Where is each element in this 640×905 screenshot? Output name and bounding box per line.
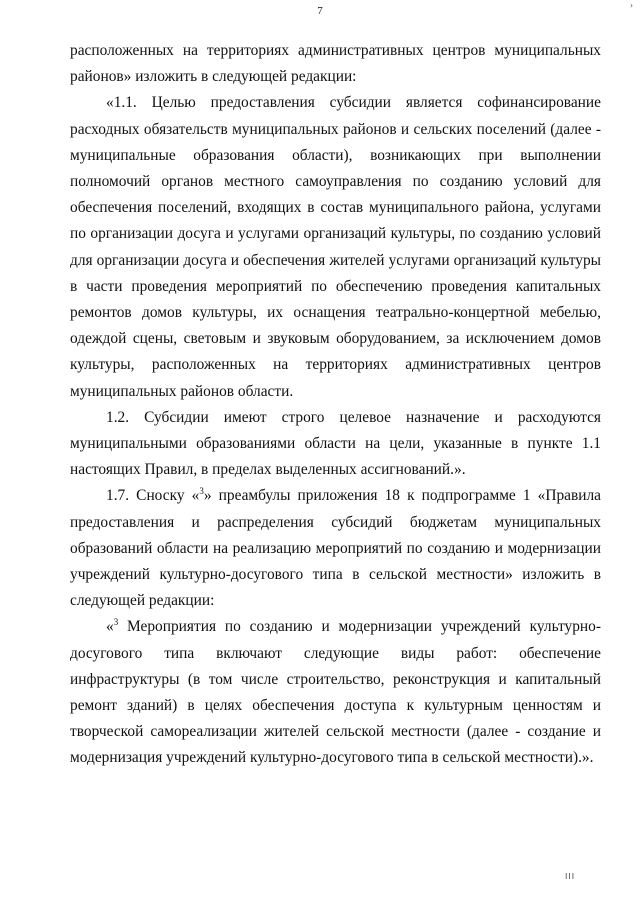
- corner-mark: ›: [630, 0, 634, 10]
- paragraph-clause-1-7: [70, 483, 601, 614]
- paragraph-continuation: расположенных на территориях административных центров муниципальных районов» изложить в следующей редакции:: [70, 42, 601, 86]
- paragraph-clause-1-2: 1.2. Субсидии имеют строго целевое назначение и расходуются муниципальными образованиями области на цели, указанные в пункте 1.1 настоящих Правил, в пределах выделенных ассигнований.».: [70, 408, 601, 479]
- footnote-text-rest: Мероприятия по созданию и модернизации учреждений культурно-досугового типа включают следующие виды работ: обеспечение инфраструктуры (в том числе строительство, реконструкция и капитальный ремонт зданий) в целях обеспечения доступа к культурным ценностям и творческой самореализации жителей сельской местности (далее - создание и модернизация учреждений культурно-досугового типа в сельской местности).».: [70, 618, 601, 767]
- clause-1-7-text-start: 1.7. Сноску «: [106, 487, 200, 505]
- paragraph-footnote-3: [70, 614, 601, 771]
- footnote-mark: 3: [199, 486, 204, 497]
- footnote-text-start: «: [106, 618, 114, 636]
- clause-1-7-text-rest: » преамбулы приложения 18 к подпрограмме 1 «Правила предоставления и распределения субсидий бюджетам муниципальных образований области на реализацию мероприятий по созданию и модернизации учреждений культурно-досугового типа в сельской местности» изложить в следующей редакции:: [70, 487, 601, 610]
- document-body: [70, 38, 601, 772]
- footer-mark: III: [565, 872, 576, 881]
- page-number: 7: [317, 5, 323, 17]
- footnote-mark: 3: [113, 617, 119, 628]
- paragraph-clause-1-1: «1.1. Целью предоставления субсидии является софинансирование расходных обязательств муниципальных районов и сельских поселений (далее - муниципальные образования области), возникающих при выполнении полномочий органов местного самоуправления по созданию условий для обеспечения поселений, входящих в состав муниципального района, услугами по организации досуга и услугами организаций культуры, по созданию условий для организации досуга и обеспечения жителей услугами организаций культуры в части проведения мероприятий по обеспечению проведения капитальных ремонтов домов культуры, их оснащения театрально-концертной мебелью, одеждой сцены, световым и звуковым оборудованием, за исключением домов культуры, расположенных на территориях административных центров муниципальных районов области.: [70, 94, 601, 400]
